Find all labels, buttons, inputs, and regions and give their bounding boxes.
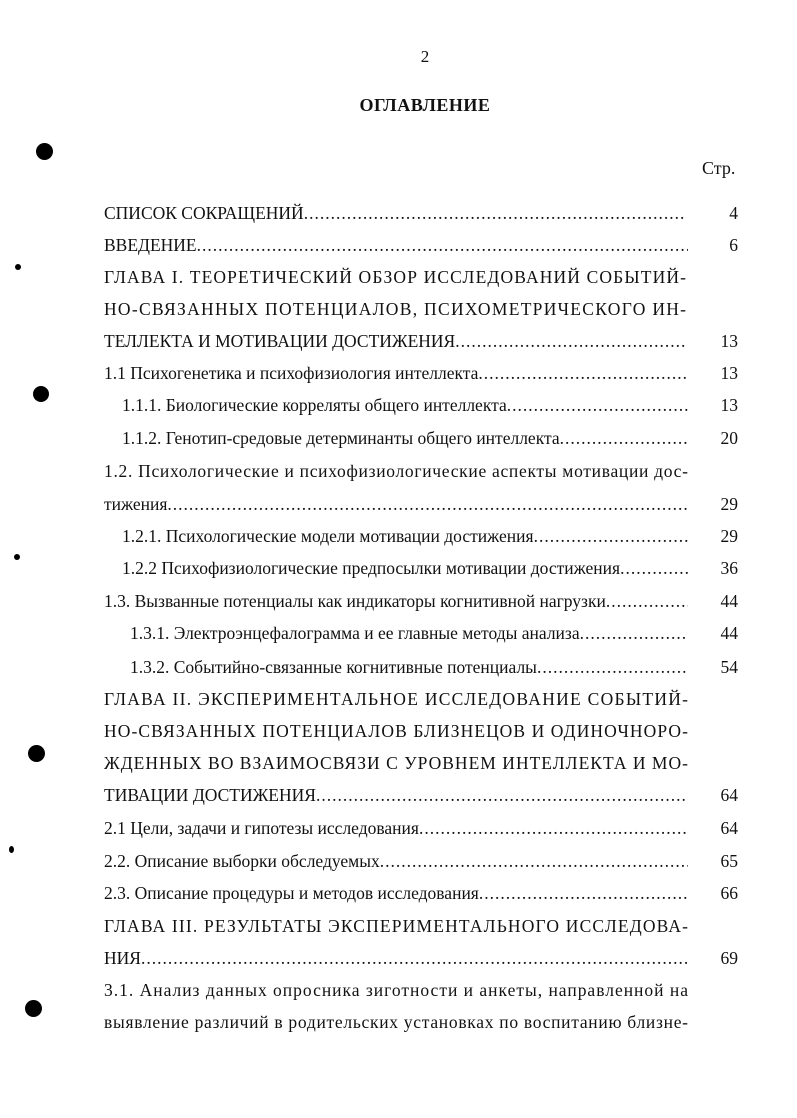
toc-page-number: 54 [720,657,738,677]
toc-page-number: 44 [720,623,738,643]
toc-entry-title: выявление различий в родительских установках по воспитанию близне- [104,1012,689,1032]
dot-leader [560,425,688,451]
toc-entry [104,328,686,354]
toc-page-number: 66 [720,883,738,903]
toc-page-number: 4 [729,203,738,223]
toc-entry-title: НО-СВЯЗАННЫХ ПОТЕНЦИАЛОВ БЛИЗНЕЦОВ И ОДИНОЧНОРО- [104,721,690,741]
dot-leader [620,555,688,581]
toc-entry-title: ГЛАВА II. ЭКСПЕРИМЕНТАЛЬНОЕ ИССЛЕДОВАНИЕ СОБЫТИЙ- [104,689,690,709]
toc-entry [104,491,688,517]
toc-entry-title: 3.1. Анализ данных опросника зиготности и анкеты, направленной на [104,980,689,1000]
toc-entry-title: 1.1 Психогенетика и психофизиология интеллекта [104,363,479,383]
toc-entry [122,425,688,451]
toc-entry-title: 1.3. Вызванные потенциалы как индикаторы когнитивной нагрузки [104,591,606,611]
toc-entry-title: 2.3. Описание процедуры и методов исследования [104,883,479,903]
toc-entry-title: 1.2.2 Психофизиологические предпосылки мотивации достижения [122,558,621,578]
toc-page-number: 44 [720,591,738,611]
toc-entry-title: ГЛАВА III. РЕЗУЛЬТАТЫ ЭКСПЕРИМЕНТАЛЬНОГО ИССЛЕДОВА- [104,916,690,936]
toc-entry [104,200,685,226]
toc-entry [104,848,688,874]
dot-leader [316,782,688,808]
toc-entry-title: 1.1.2. Генотип-средовые детерминанты общего интеллекта [122,428,560,448]
dot-leader [580,620,688,646]
toc-entry [104,945,688,971]
binder-hole-mark [33,386,49,402]
toc-entry-title: 2.2. Описание выборки обследуемых [104,851,380,871]
scan-speck-mark [9,846,14,853]
toc-entry [130,654,688,680]
toc-page-number: 29 [720,526,738,546]
page-title: ОГЛАВЛЕНИЕ [359,95,491,115]
dot-leader [167,491,688,517]
dot-leader [304,200,685,226]
toc-entry-title: ТЕЛЛЕКТА И МОТИВАЦИИ ДОСТИЖЕНИЯ [104,331,456,351]
toc-entry-title: 1.3.1. Электроэнцефалограмма и ее главные методы анализа [130,623,580,643]
binder-hole-mark [25,1000,42,1017]
dot-leader [419,815,688,841]
dot-leader [507,392,688,418]
toc-entry-title: 1.2. Психологические и психофизиологические аспекты мотивации дос- [104,461,689,481]
scan-speck-mark [15,264,21,270]
toc-entry [104,232,688,258]
toc-entry-title: 2.1 Цели, задачи и гипотезы исследования [104,818,419,838]
toc-page-number: 6 [729,235,738,255]
toc-page-number: 64 [720,785,738,805]
toc-entry-title: СПИСОК СОКРАЩЕНИЙ [104,203,304,223]
toc-page-number: 13 [720,363,738,383]
dot-leader [606,588,688,614]
toc-entry [122,392,688,418]
toc-entry-title: ЖДЕННЫХ ВО ВЗАИМОСВЯЗИ С УРОВНЕМ ИНТЕЛЛЕКТА И МО- [104,753,690,773]
toc-page-number: 13 [720,395,738,415]
toc-entry [130,620,688,646]
pages-column-label: Стр. [702,158,736,178]
toc-entry [122,555,688,581]
toc-entry-title: ВВЕДЕНИЕ [104,235,197,255]
dot-leader [534,523,688,549]
dot-leader [455,328,686,354]
toc-entry-title: тижения [104,494,168,514]
toc-page-number: 20 [720,428,738,448]
dot-leader [141,945,688,971]
dot-leader [197,232,688,258]
dot-leader [478,360,688,386]
dot-leader [479,880,688,906]
binder-hole-mark [36,143,53,160]
toc-entry [104,360,688,386]
toc-entry [122,523,688,549]
toc-page-number: 13 [720,331,738,351]
toc-entry [104,588,688,614]
toc-entry-title: ГЛАВА I. ТЕОРЕТИЧЕСКИЙ ОБЗОР ИССЛЕДОВАНИЙ СОБЫТИЙ- [104,267,688,287]
binder-hole-mark [28,745,45,762]
toc-entry-title: 1.2.1. Психологические модели мотивации достижения [122,526,534,546]
dot-leader [380,848,688,874]
toc-page-number: 36 [720,558,738,578]
toc-page-number: 64 [720,818,738,838]
toc-entry-title: ТИВАЦИИ ДОСТИЖЕНИЯ [104,785,316,805]
toc-entry [104,880,688,906]
toc-entry-title: 1.3.2. Событийно-связанные когнитивные потенциалы [130,657,537,677]
scan-speck-mark [14,554,20,560]
toc-entry-title: НО-СВЯЗАННЫХ ПОТЕНЦИАЛОВ, ПСИХОМЕТРИЧЕСКОГО ИН- [104,299,688,319]
toc-page-number: 65 [720,851,738,871]
toc-entry-title: НИЯ [104,948,141,968]
toc-entry [104,815,688,841]
toc-entry-title: 1.1.1. Биологические корреляты общего интеллекта [122,395,507,415]
toc-entry [104,782,688,808]
toc-page-number: 29 [720,494,738,514]
page-number: 2 [420,47,430,66]
toc-page-number: 69 [720,948,738,968]
dot-leader [537,654,688,680]
